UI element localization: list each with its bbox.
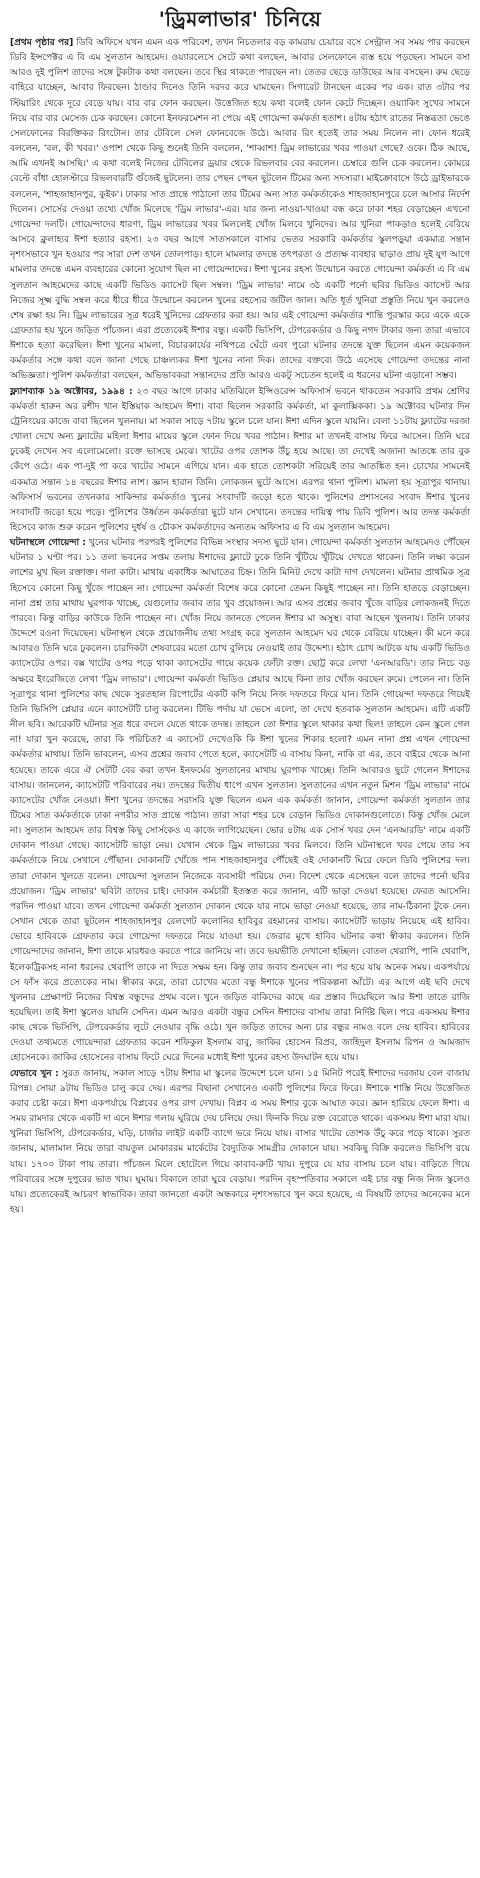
paragraph-text: খুনের ঘটনার পরপরই পুলিশের বিভিন্ন সংস্থার সদস্য ছুটে যান। গোয়েন্দা কর্মকর্তা সুলতান আহমেদও পৌঁছেন ঘটনার ১ ঘণ্টা পর। ১১ তলা ভবনের সপ্তম তলায় ঈশাদের ফ্ল্যাটে ঢুকে তিনি খুঁটিয়ে খুঁটিয়ে দেখতে থাকেন। তিনি লক্ষ্য করেন লাশের মুখ ছিল রক্তাক্ত। গলা কাটা। মাথায় একাধিক আঘাতের চিহ্ন। তিনি মিনিট দেখে কাটা দাগ দেখলেন। ঘটনার প্রাথমিক সূত্র হিসেবে কোনো কিছু খুঁজে পাচ্ছেন না। গোয়েন্দা কর্মকর্তা বিশেষ করে কোনো তেমন কিছুই পাচ্ছেন না। তিনি হাতড়ে বেড়াচ্ছেন। নানা প্রশ্ন তার মাথায় ঘুরপাক খাচ্ছে, যেগুলোর জবাব তার খুব প্রয়োজন। আর এসব প্রশ্নের জবাব খুঁজে বাড়ির লোকজনই দিতে পারবে। কিন্তু বাড়ির কাউকে তিনি পাচ্ছেন না। খোঁজ নিয়ে জানতে পেলেন ঈশার মা অসুস্থ। বাবা আছেন খুলনায়। তিনি ঢাকার উদ্দেশে রওনা দিয়েছেন। ঘটনাস্থল থেকে প্রয়োজনীয় তথ্য সংগ্রহ করে সুলতান আহমেদ ঘর থেকে বেরিয়ে যাচ্ছেন। কী মনে করে আবারও তিনি ঘরে ঢুকলেন। চারদিকটা শেষবারের মতো চোখ বুলিয়ে নেওয়াই তার উদ্দেশ্য। হঠাৎ চোখ আটকে যায় একটি ভিডিও ক্যাসেটের ওপর। বক্স খাটের ওপর পড়ে থাকা ক্যাসেটের গায়ে কয়েক ফোঁটা রক্ত। ছোট্ট করে লেখা 'এনআরডি'। তার নিচে বড় অক্ষরে ইংরেজিতে লেখা 'ড্রিম লাভার'। গোয়েন্দা কর্মকর্তা ভিডিও প্লেয়ার আছে কিনা তার খোঁজ করছেন রুমে। পেলেন না। তিনি সূত্রাপুর থানা পুলিশের কাছ থেকে সুরতহাল রিপোর্টের একটি কপি নিয়ে নিজ দফতরে ফিরে যান। তিনি গোয়েন্দা দফতরে গিয়েই তিনি ভিসিপি প্লেয়ার এনে ক্যাসেটটি চালু করলেন। টিভি পর্দায় যা ভেসে এলো, তা দেখে হতবাক সুলতান আহমেদ। এটি একটি নীল ছবি। আরেকটি ঘটনার সূত্র ধরে বদলে যেতে থাকে তদন্ত। তাহলে তো ঈশার স্কুলে থাকার কথা ছিল! তাহলে কেন স্কুলে গেল না! যারা খুন করেছে, তারা কি পরিচিত? এ ক্যাসেট দেখেওকি কি ঈশা খুনের শিকার হলো? এমন নানা প্রশ্ন এখন গোয়েন্দা কর্মকর্তার মাথায়। তিনি ভাবলেন, এসব প্রশ্নের জবাব পেতে হলে, ক্যাসেটটি এ বাসায় কিনা, নাকি বা এর, তবে বাইরে থেকে আনা হয়েছে। তাকে এরে ঐ সেটটি বের করা তখন ইনফর্মের সুলতানের মাথায় ঘুরপাক খাচ্ছে। তিনি আবারও ছুটে গেলেন ঈশাদের বাসায়। জানলেন, ক্যাসেটটি পরিবারের নয়। তদন্তের দ্বিতীয় ধাপে এখন সুলতান। সুলতানের এখন নতুন মিশন 'ড্রিম লাভার' নামে ক্যাসেটের খোঁজ নেওয়া। ঈশা খুনের তদন্তের সরাসরি যুক্ত ছিলেন এমন এক কর্মকর্তা জানান, গোয়েন্দা কর্মকর্তা সুলতান তার টিমের সাত কর্মকর্তাকে ঢাকা নগরীর সাত প্রান্তে পাঠান। তারা সারা শহর চষে বেড়ান ভিডিও দোকানগুলোতে। কিন্তু খোঁজ মেলে না। সুলতান আহমেদ তার বিশ্বস্ত কিছু সোর্সকেও এ কাজে লাগিয়েছেন। ভোর ৪টায় এক সোর্স খবর দেন 'এনআরডি' নামে একটি দোকান পাওয়া গেছে। ক্যাসেটটি ভাড়া নেয়। যেখান থেকে ড্রিম লাভারের খবর মিলবে। তিনি ঘটনাস্থলে খবর পেয়ে তার সব কর্মকর্তাকে নিয়ে সেখানে পৌঁছান। দোকানটি খোঁজে পান শাহজাহানপুর পৌঁছেই ওই দোকানটি ঘিরে ফেলে ডিবি পুলিশের দল। তারা দোকান খুলতে বলেন। গোয়েন্দা সুলতান নিজেকে ব্যবসায়ী পরিচয় দেন। বিদেশ থেকে এসেছেন বলে তাদের পর্নো ছবির প্রয়োজন। 'ড্রিম লাভার' ছবিটা তাদের চাই। দোকান কর্মচারী ইতস্তত করে জানান, এটি ভাড়া দেওয়া হয়েছে। ফেরত আসেনি। পরদিন পাওয়া যাবে। তখন গোয়েন্দা কর্মকর্তা সুলতান দোকান থেকে যার নামে ভাড়া নেওয়া হয়েছে, তার নাম-ঠিকানা টুকে নেন। সেখান থেকে তারা ছুটলেন শাহজাহানপুর রেলগেট কলোনির হাবিবুর রহমানের বাসায়। ক্যাসেটটি ভাড়ায় নিয়েছে এই হাবিব। ভোরে হাবিবকে গ্রেফতার করে গোয়েন্দা দফতরে নিয়ে যাওয়া হয়। জেরার মুখে হাবিব ঘটনার কথা স্বীকার করলেন। তিনি গোয়েন্দাদের জানান, ঈশা তাকে মারধরও করতে পারে জানিয়ে না। তবে ভয়ভীতি দেখানো হচ্ছিল। বোতল থেরাপি, পানি থেরাপি, ইলেকট্রিকসহ নানা ধরনের থেরাপি তাকে না দিতে সক্ষম হন। কিন্তু তার জবাব শুনছেন না। পর হয়ে যায় অনেক সময়। একপর্যায়ে সে ফাঁস করে প্রত্যেকের নাম। স্বীকার করে, তারা চোখের মতো বন্ধু ঈশাকে খুনের পরিকল্পনা আঁটে। এর আগে এই ছবি দেখে খুলনার প্রেক্ষাপট নিজের বিশ্বস্ত বন্ধুদের প্রথম বলে। খুনে জড়িত বাকিদের কাছে এর প্রস্তাব দিয়েছিলে আর ঈশা তাতে রাজি হয়েছিল। তাই ঈশা স্কুলেও যায়নি সেদিন। এমন আরও একটা বন্ধুর সেদিন ঈশাদের বাসায় তারা নির্দিষ্ট ছিল। পরে একসময় ঈশার কাছ থেকে ভিসিপি, টেপরেকর্ডার লুটে নেওয়ার বৃদ্ধি ওঠে। খুন জড়িত তাদের অন্য চার বন্ধুর নামও বলে দেয় হাবিব। হাবিবের দেওয়া তথ্যমতে গোয়েন্দারা গ্রেফতার করেন শফিকুল ইসলাম বাবু, জাকির হোসেন রিপ্রব, জাহিদুল ইসলাম রিপন ও আমজাদ হোসেনকে। জাকির হোসেনের বাসায় ফিটে ঘেরে দিনের মধ্যেই ঈশা খুনের রহস্য উদঘাটন হয়ে যায়। [10,538,470,1064]
section-heading: ঘটনাস্থলে গোয়েন্দা : [10,538,86,549]
article-paragraph [10,385,470,537]
section-heading: ফ্ল্যাশব্যাক ১৯ অক্টোবর, ১৯৯৪ : [10,386,133,397]
article-paragraph [10,536,470,1066]
paragraph-lead: [প্রথম পৃষ্ঠার পর] [10,38,74,48]
paragraph-text: ডিবি অফিসে যখন এমন এক পরিবেশ, তখন নিচতলার বড় কামরায় চেয়ারে বসে সেন্ট্রাল সব সময় পার করছেন ডিবি ইন্সপেক্টর এ বি এম সুলতান আহমেদ। ওয়্যারলেসে সেটে কথা বলছেন, আবার সেলফোনে ব্যস্ত হয়ে পড়ছেন। সামনে বসা আরও দুই পুলিশ তাদের সঙ্গে টুকটাক কথা বলছেন। তবে স্থির থাকতে পারছেন না। তেতর ছেড়ে ডাউছের আর বসছেন। রুম ছেড়ে বাহিরে যাচ্ছেন, আবার ফিরছেন। ঠাণ্ডার দিনেও তিনি দরদর করে ঘামছেন। সিগারেট টানছেন একের পর এক। রাত ৩টার পর স্টিয়ারিং থেকে দূরে বেড়ে যায়। বার বার ফোন করছেন। উত্তেজিত হয়ে কথা বলেই ফোন কেটে দিচ্ছেন। ওয়্যাকিং সুখের সামনে নিয়ে বার বার মেসেজ চেক করছেন। কোনো ইনফরমেশন না পেয়ে এই গোয়েন্দা কর্মকর্তা হতাশ। ৪টায় হঠাৎ রাতের নিস্তব্ধতা ভেঙে সেলফোনের বিরক্তিকর রিংটোন। তার টেবিলে সেল ফোনবেজে উঠে। আবার রিং হতেই তার সময় নিলেন না। ফোন ধরেই বললেন, 'বল, কী খবর।' ওপাশ থেকে কিছু শুনেই তিনি বললেন, 'শাব্বাশ! ড্রিম লাভারের খবর পাওয়া গেছে? ওকে। ঠিক আছে, আমি এখনই আসছি।' এ কথা বলেই নিজের টেবিলের ড্রয়ার থেকে রিভলবার বের করলেন। চেম্বারে গুলি চেক করলেন। কোমরে বেল্টে বাঁধা হোলস্টারে রিভলবারটি গুঁজেই ছুটলেন। তার পেছন পেছন ছুটলেন টিমের অন্য সদস্যরা। মাইক্রোবাসে উঠে ড্রাইভারকে বললেন, 'শাহজাহানপুর, কুইক'। ঢাকার সাত প্রান্তে পাঠানো তার টিমের অন্য সাত কর্মকর্তাকেও শাহজাহানপুরে চলে আসার নির্দেশ দিলেন। সোর্সের দেওয়া তথ্যে খোঁজ মিলেছে 'ড্রিম লাভার'-এর। যার জন্য নাওয়া-খাওয়া বন্ধ করে ঢাকা শহর বেড়াচ্ছেন এখনো গোয়েন্দা দলটি। গোয়েন্দাদের ধারণা, ড্রিম লাভারের খবর মিললেই খোঁজ মিলবে খুনিদের। আর খুনিরা পাকড়াও হলেই বেরিয়ে আসবে ক্লুলাহ্যর ঈশা হত্যার রহস্য। ২৩ বছর আগে সাতসকালে বাসার ভেতর সরকারি কর্মকর্তার স্কুলপড়ুয়া একমাত্র সন্তান নৃশংসভাবে খুন হওয়ার পর সারা দেশ তখন তোলপাড়। হালে মামলার তদন্তে তৎপরতা ও প্রত্যক্ষ ব্যবহার ছাড়াও প্রায় দুই যুগ আগে মামলার তদন্তে এমন ব্যবহারের কোনো সুযোগ ছিল না গোয়েন্দাদের। ঈশা খুনের রহস্য উন্মোচন করতে গোয়েন্দা কর্মকর্তা এ বি এম সুলতান আহমেদের কাছে একটি ভিডিও ক্যাসেট ছিল সম্বল। 'ড্রিম লাভার' নামে ৩ঠ একটি পর্নো ছবির ভিডিও ক্যাসেট আর নিজের সূক্ষ্ম বুদ্ধি সম্বল করে ধীরে ধীরে উন্মোচন করলেন খুনের রহস্যের জটিল জাল। অতি ধূর্ত খুনিরা প্রস্তুতি নিয়ে খুন করলেও শেষ রক্ষা হয় নি। ড্রিম লাভারের সূত্র ধরেই খুনিদের গ্রেফতার করা হয়। আর এই গোয়েন্দা কর্মকর্তার শান্তি পুরস্কার করে একে একে গ্রেফতার হয় খুনে জড়িত পাঁচজন। এরা প্রত্যেকেই ঈশার বন্ধু। একটি ভিসিপি, টেপরেকর্ডার ও কিছু নগদ টাকার জন্য তারা এভাবে ঈশাকে হত্যা করেছিল। ঈশা খুনের মামলা, বিচারকার্যের নথিপত্রে ঘেঁটে এবং পুরো ঘটনার তদন্তে যুক্ত ছিলেন এমন কয়েকজন কর্মকর্তার সঙ্গে কথা বলে জানা গেছে চাঞ্চল্যকর ঈশা খুনের নানা দিক। তাদের বক্তব্যে উঠে এসেছে গোয়েন্দা তদন্তের নানা অভিজ্ঞতা। পুলিশ কর্মকর্তারা বলছেন, অভিভাবকরা সন্তানদের প্রতি আরও একটু সচেতন হলেই এ ধরনের ঘটনা এড়ানো সম্ভব। [10,38,470,382]
article-paragraph [10,1067,470,1219]
paragraph-text: সুরত জানায়, সকাল সাড়ে ৭টায় ঈশার মা স্কুলের উদ্দেশে চলে যান। ১৫ মিনিট পরেই ঈশাদের দরজায় বেল বাজায় রিপন্ন। সোয়া ৯টায় ভিডিও চালু করে দেয়। এরপর বিছানা সেখানেও একটি পুলিশের ফিরে ফিরে। ঈশাকে শাস্তি নিয়ে উত্তেজিত করার চেষ্টা করে। ঈশা একপর্যায়ে বিপ্লবের ওপর রাগ দেখায়। বিপ্লব এ সময় ঈশার বুকে আঘাত করে। জ্ঞান হারিয়ে ফেলে ঈশা। এ সময় রামদার থেকে একটি দা এনে ঈশার গলায় ঘুরিয়ে দেয় চলিয়ে দেয়। ফিনকি দিয়ে রক্ত বেরোতে থাকে। একসময় ঈশা মারা যায়। খুনিরা ভিসিপি, টেপরেকর্ডার, ঘড়ি, চার্জার লাইট একটি ব্যাগে ভরে নিয়ে যায়। বাসার খাটের তোশক উঁচু করে পড়ে থাকে। সুরত জানায়, মালামাল নিয়ে তারা বায়তুল মোকাররম মার্কেটের বৈদ্যুতিক সামগ্রীর দোকানে যায়। সবকিছু বিক্রি করলেও ভিসিপি রয়ে যায়। ১৭০০ টাকা পায় তারা। পাঁচজন মিলে হোটেলে গিয়ে কাবাব-রুটি খায়। দুপুরে যে যার বাসায় চলে যায়। বাড়িতে গিয়ে পরিবারের সঙ্গে দুপুরের ভাত খায়। ঘুমায়। বিকালে তারা ঘুরে বেড়ায়। পরদিন বৃহস্পতিবার সকালে এই চার বন্ধু নিজ নিজ স্কুলেও যায়। প্রত্যেকেরই আচরণ স্বাভাবিক। তারা জানতো একটা অন্ধকারে নৃশংসভাবে খুন করে হয়েছে, এ বিষয়টি তাদের অনেকের মনে হয়। [10,1068,470,1216]
newspaper-page [10,0,470,1218]
paragraph-text: ২৩ বছর আগে ঢাকার মতিঝিলে ইন্সিওরেন্স অফিসার্স ভবনে থাকতেন সরকারি প্রথম শ্রেণির কর্মকর্তা হারুন অর রশীদ খান ইস্তিয়াক আহমেদ ঈশা। বাবা ছিলেন সরকারি কর্মকর্তা, মা কুলাক্সিককা। ১৯ অক্টোবর ঘটনার দিন ট্রেনিংয়ের কাজে বাবা ছিলেন খুলনায়। মা সকাল সাড়ে ৭টায় স্কুলে চলে যান। ঈশা এদিন স্কুলে যায়নি। বেলা ১১টায় ফ্ল্যাটের দরজা খোলা দেখে অন্য ফ্ল্যাটের মহিলা ঈশার মায়ের স্কুলে ফোন দিয়ে খবর পাঠান। ঈশার মা তখনই বাসায় ফিরে আসেন। তিনি ঘরে ঢুকেই দেখেন সব এলোমেলো। রক্তে ভাসছে মেঝে। খাটের ওপর তোশক উঁচু হয়ে আছে। তা দেখেই অজানা আতঙ্কে তার বুক কেঁপে ওঠে। এক পা-দুই পা করে খাটের সামনে এগিয়ে যান। এক হাতে তোশকটা সরিয়েই তার আতঙ্কিত হন। চোখের সামনেই একমাত্র সন্তান ১৪ বছরের ঈশার লাশ। জ্ঞান হারান তিনি। লোকজন ছুটে আসে। এরপর থানা পুলিশ। মামলা হয় সূত্রাপুর থানায়। অফিসার্স ভবনের তখনকার সাকিন্দার কর্মকর্তাও খুনের সংবাদটি জড়ো হতে থাকে। পুলিশের প্রশাসনের সংবাদ ঈশার খুনের সংবাদটি জড়ো হয়ে পড়ে। পুলিশের উর্ধ্বতন কর্মকর্তারা ছুটে যান সেখানে। তদন্তের দায়িত্ব পায় ডিবি পুলিশ। আর তদন্ত কর্মকর্তা হিসেবে কাজ শুরু করেন পুলিশের দুর্ধর্ষ ও চৌকস কর্মকর্তাদের অন্যতম অফিসার এ বি এম সুলতান আহমেদ। [10,386,470,533]
article-paragraph [10,36,470,385]
section-heading: যেভাবে খুন : [10,1068,59,1079]
article-body [10,36,470,1218]
article-headline: 'ড্রিমলাভার' চিনিয়ে [158,7,322,31]
